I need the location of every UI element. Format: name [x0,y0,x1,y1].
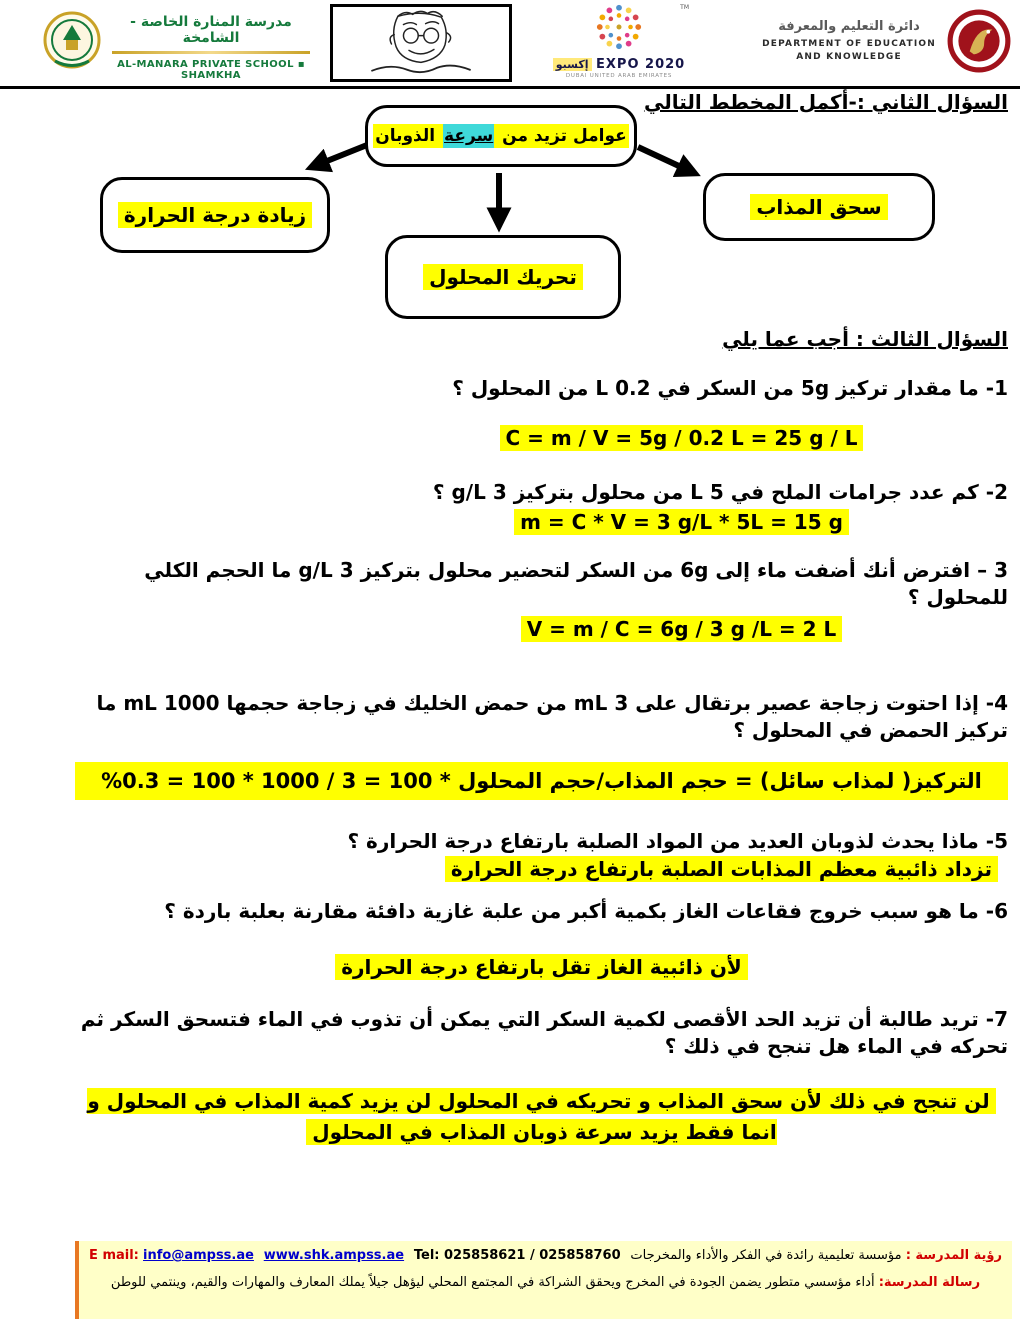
question-block-1 [75,375,1008,453]
trademark-label: TM [680,4,689,11]
face-sketch [333,7,509,79]
question-2: 2- كم عدد جرامات الملح في 5 L من محلول بتركيز 3 g/L ؟ [432,480,1008,504]
tel-numbers: 025858621 / 025858760 [444,1248,621,1263]
question-5: 5- ماذا يحدث لذوبان العديد من المواد الصلبة بارتفاع درجة الحرارة ؟ [347,829,1008,854]
question-4: 4- إذا احتوت زجاجة عصير برتقال على 3 mL من حمض الخليك في زجاجة حجمها 1000 mL ما تركيز الحمض في المحلول ؟ [96,691,1008,742]
right-box-text: سحق المذاب [750,194,887,220]
question-block-2 [75,479,1008,537]
center-box-text-post: الذوبان [375,126,442,146]
answer-7: لن تنجح في ذلك لأن سحق المذاب و تحريكه في المحلول لن يزيد كمية المذاب في المحلول و انما فقط يزيد سرعة ذوبان المذاب في المحلول [87,1088,995,1145]
question3-section [75,327,1008,1148]
email-group [89,1248,254,1263]
answer-1-row [75,424,1008,453]
answer-4-row [75,762,1008,800]
answer-7-row [75,1086,1008,1148]
answer-4: التركيز( لمذاب سائل) = حجم المذاب/حجم المحلول * 100 = 3 / 1000 * 100 = 0.3% [75,762,1008,800]
school-name-arabic: مدرسة المنارة الخاصة - الشامخة [130,14,292,46]
expo-subtitle: DUBAI UNITED ARAB EMIRATES [565,73,673,79]
website-link[interactable]: www.shk.ampss.ae [263,1248,405,1263]
left-box-text: زيادة درجة الحرارة [118,202,312,228]
answer-3-row [75,615,1008,644]
expo-name-latin: EXPO 2020 [596,57,686,72]
dept-name-arabic: دائرة التعليم والمعرفة [778,18,920,34]
question3-title: السؤال الثالث : أجب عما يلي [722,327,1008,351]
answer-2: m = C * V = 3 g/L * 5L = 15 g [514,509,849,535]
expo-mandala-icon [594,2,644,52]
footer-line-1 [89,1248,1002,1263]
page-footer [75,1241,1012,1319]
answer-3: V = m / C = 6g / 3 g /L = 2 L [521,616,843,642]
expo-name [543,57,695,72]
school-vision [630,1248,1002,1263]
arrow-left-icon [312,143,372,167]
bottom-box-text: تحريك المحلول [423,264,583,290]
mission-label: رسالة المدرسة: [878,1275,981,1290]
sketch-box [330,4,512,82]
flowchart-right-box [703,173,935,241]
center-box-text-highlight: سرعة [444,126,494,146]
question-block-7 [75,1006,1008,1148]
question-block-5 [75,828,1008,884]
school-name-block [106,14,316,81]
expo-logo [543,2,695,79]
vision-text: مؤسسة تعليمية رائدة في الفكر والأداء والمخرجات [630,1248,902,1263]
center-box-text-pre: عوامل تزيد من [496,126,627,146]
dept-of-education-logo [762,8,1012,74]
arrow-right-icon [638,147,694,173]
question-block-4 [75,690,1008,800]
question-6: 6- ما هو سبب خروج فقاعات الغاز بكمية أكبر من علبة غازية دافئة مقارنة بعلبة باردة ؟ [164,899,1008,924]
dept-name-english: DEPARTMENT OF EDUCATION AND KNOWLEDGE [762,38,936,62]
answer-6-row [75,953,1008,982]
falcon-emblem-icon [946,8,1012,74]
email-link[interactable]: info@ampss.ae [143,1248,254,1263]
flowchart-center-box [365,105,637,167]
answer-1: C = m / V = 5g / 0.2 L = 25 g / L [500,425,864,451]
flowchart-bottom-box [385,235,621,319]
question-1: 1- ما مقدار تركيز 5g من السكر في 0.2 L من المحلول ؟ [452,376,1008,400]
mission-text: أداء مؤسسي متطور يضمن الجودة في المخرج ويحقق الشراكة في المجتمع المحلي ليؤهل جيلاً يملك المعارف والمهارات والقيم، وينتمي للوطن [110,1275,875,1290]
email-label: E mail: [89,1248,139,1263]
question2-title: السؤال الثاني :-أكمل المخطط التالي [643,90,1008,114]
question-block-3 [75,557,1008,644]
flowchart [0,95,1020,345]
expo-name-arabic: إكسبو [553,58,592,71]
school-name-english: AL-MANARA PRIVATE SCHOOL ▪ SHAMKHA [117,59,305,81]
footer-line-2 [89,1275,1002,1290]
flowchart-left-box [100,177,330,253]
answer-5-row [75,855,1008,884]
page-header [0,0,1020,89]
question-3: 3 – افترض أنك أضفت ماء إلى 6g من السكر لتحضير محلول بتركيز 3 g/L ما الحجم الكلي للمحلول ؟ [144,558,1008,609]
school-logo-icon [42,6,102,78]
answer-6: لأن ذائبية الغاز تقل بارتفاع درجة الحرارة [335,954,748,980]
gold-divider [112,51,310,54]
question-7: 7- تريد طالبة أن تزيد الحد الأقصى لكمية السكر التي يمكن أن تذوب في الماء فتسحق السكر ثم تحركه في الماء هل تنجح في ذلك ؟ [80,1007,1008,1059]
tel-label: Tel: [413,1248,440,1263]
vision-label: رؤية المدرسة : [905,1248,1002,1263]
answer-5: تزداد ذائبية معظم المذابات الصلبة بارتفاع درجة الحرارة [445,856,998,882]
question-block-6 [75,898,1008,982]
phone-numbers [414,1248,621,1263]
answer-2-row [75,508,1008,537]
